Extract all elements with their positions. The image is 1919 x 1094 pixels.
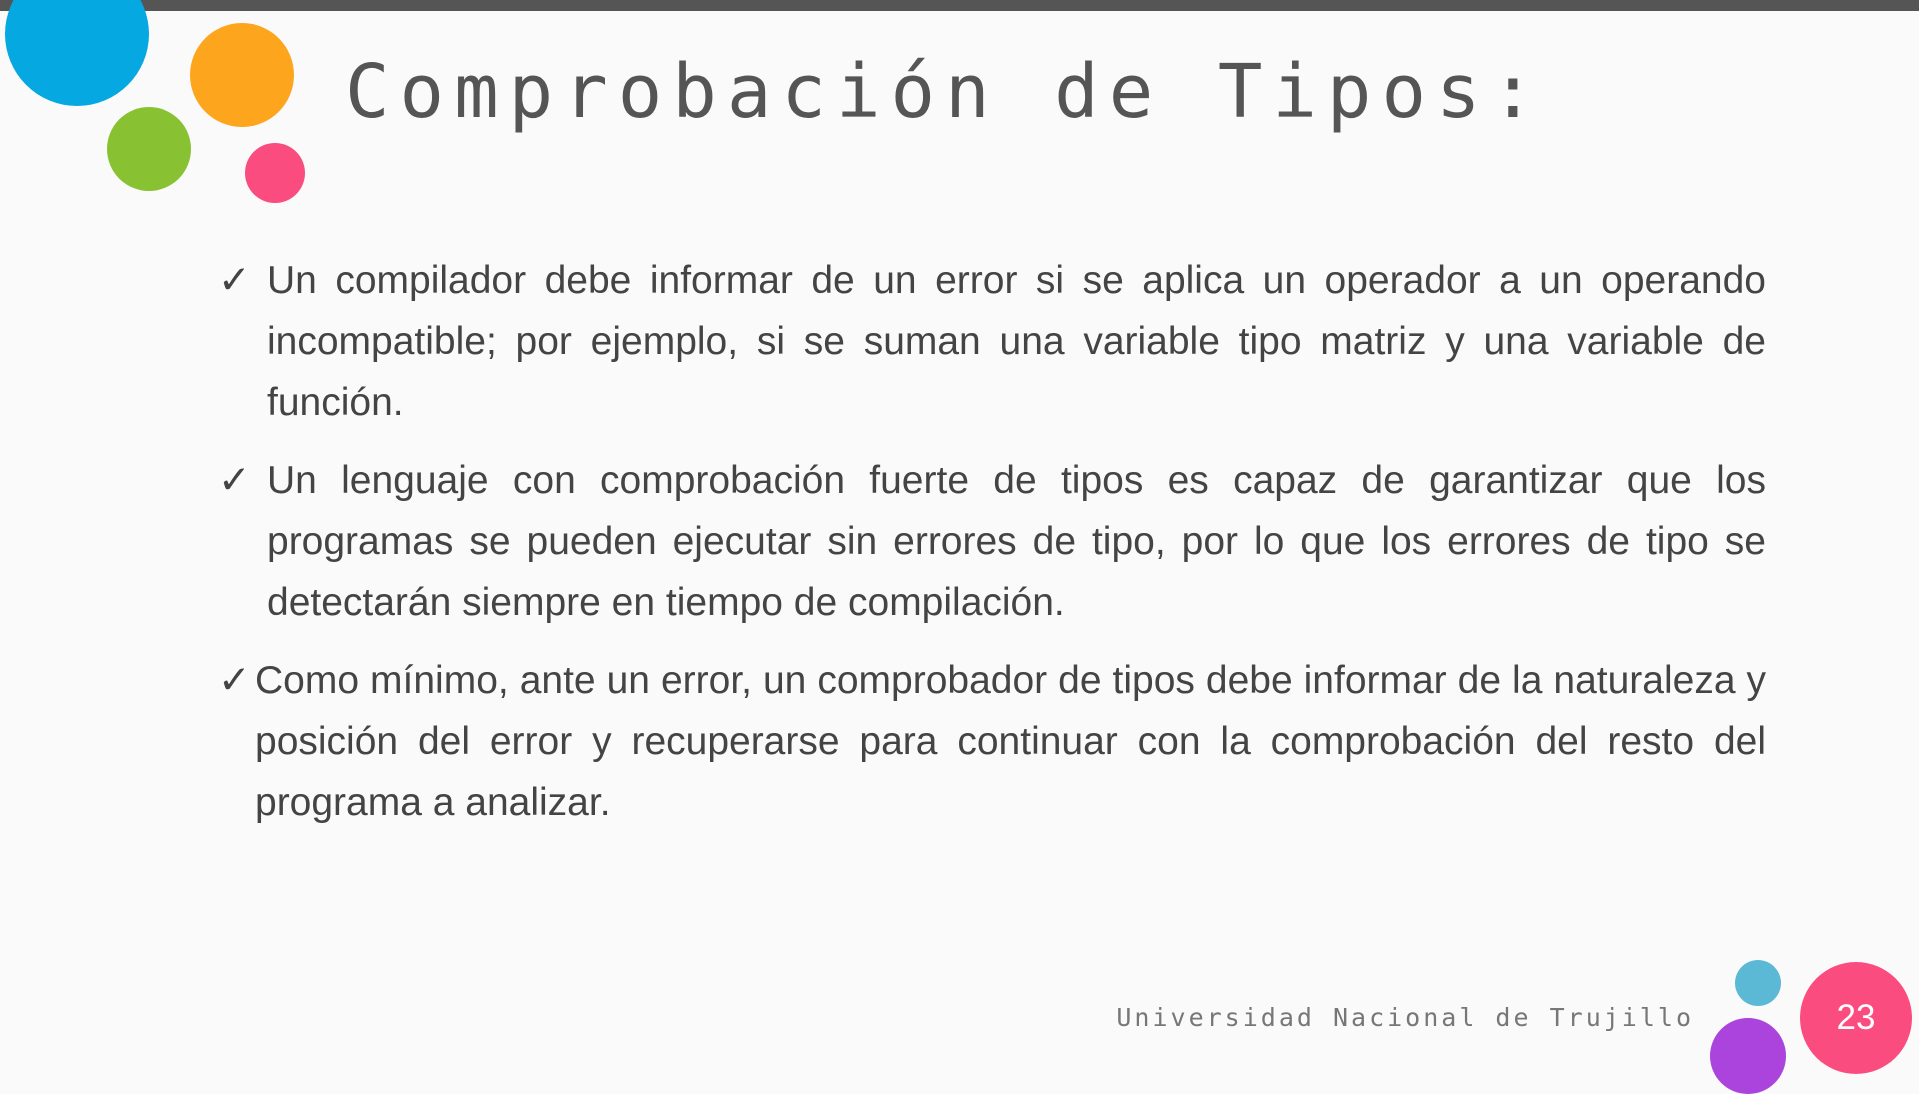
bullet-list: [218, 250, 1766, 850]
top-bar: [0, 0, 1919, 11]
slide-title: Comprobación de Tipos:: [345, 49, 1546, 135]
decorative-circle-blue: [5, 0, 149, 106]
decorative-circle-orange: [190, 23, 294, 127]
decorative-circle-teal: [1735, 960, 1781, 1006]
bullet-item: [218, 650, 1766, 833]
bullet-text: Un lenguaje con comprobación fuerte de tipos es capaz de garantizar que los programas se pueden ejecutar sin errores de tipo, por lo que los errores de tipo se detectarán siempre en tiempo de compilación.: [267, 459, 1766, 624]
footer-institution: Universidad Nacional de Trujillo: [1116, 1003, 1694, 1032]
bullet-item: [218, 450, 1766, 633]
bullet-text: Un compilador debe informar de un error si se aplica un operador a un operando incompatible; por ejemplo, si se suman una variable tipo matriz y una variable de función.: [267, 259, 1766, 424]
checkmark-icon: ✓: [218, 659, 251, 702]
checkmark-icon: ✓: [218, 259, 251, 302]
checkmark-icon: ✓: [218, 459, 251, 502]
page-number: 23: [1836, 998, 1876, 1037]
decorative-circle-pink: [245, 143, 305, 203]
decorative-circle-purple: [1710, 1018, 1786, 1094]
bullet-item: [218, 250, 1766, 433]
bullet-text: Como mínimo, ante un error, un comprobador de tipos debe informar de la naturaleza y posición del error y recuperarse para continuar con la comprobación del resto del programa a analizar.: [255, 659, 1766, 824]
decorative-circle-green: [107, 107, 191, 191]
